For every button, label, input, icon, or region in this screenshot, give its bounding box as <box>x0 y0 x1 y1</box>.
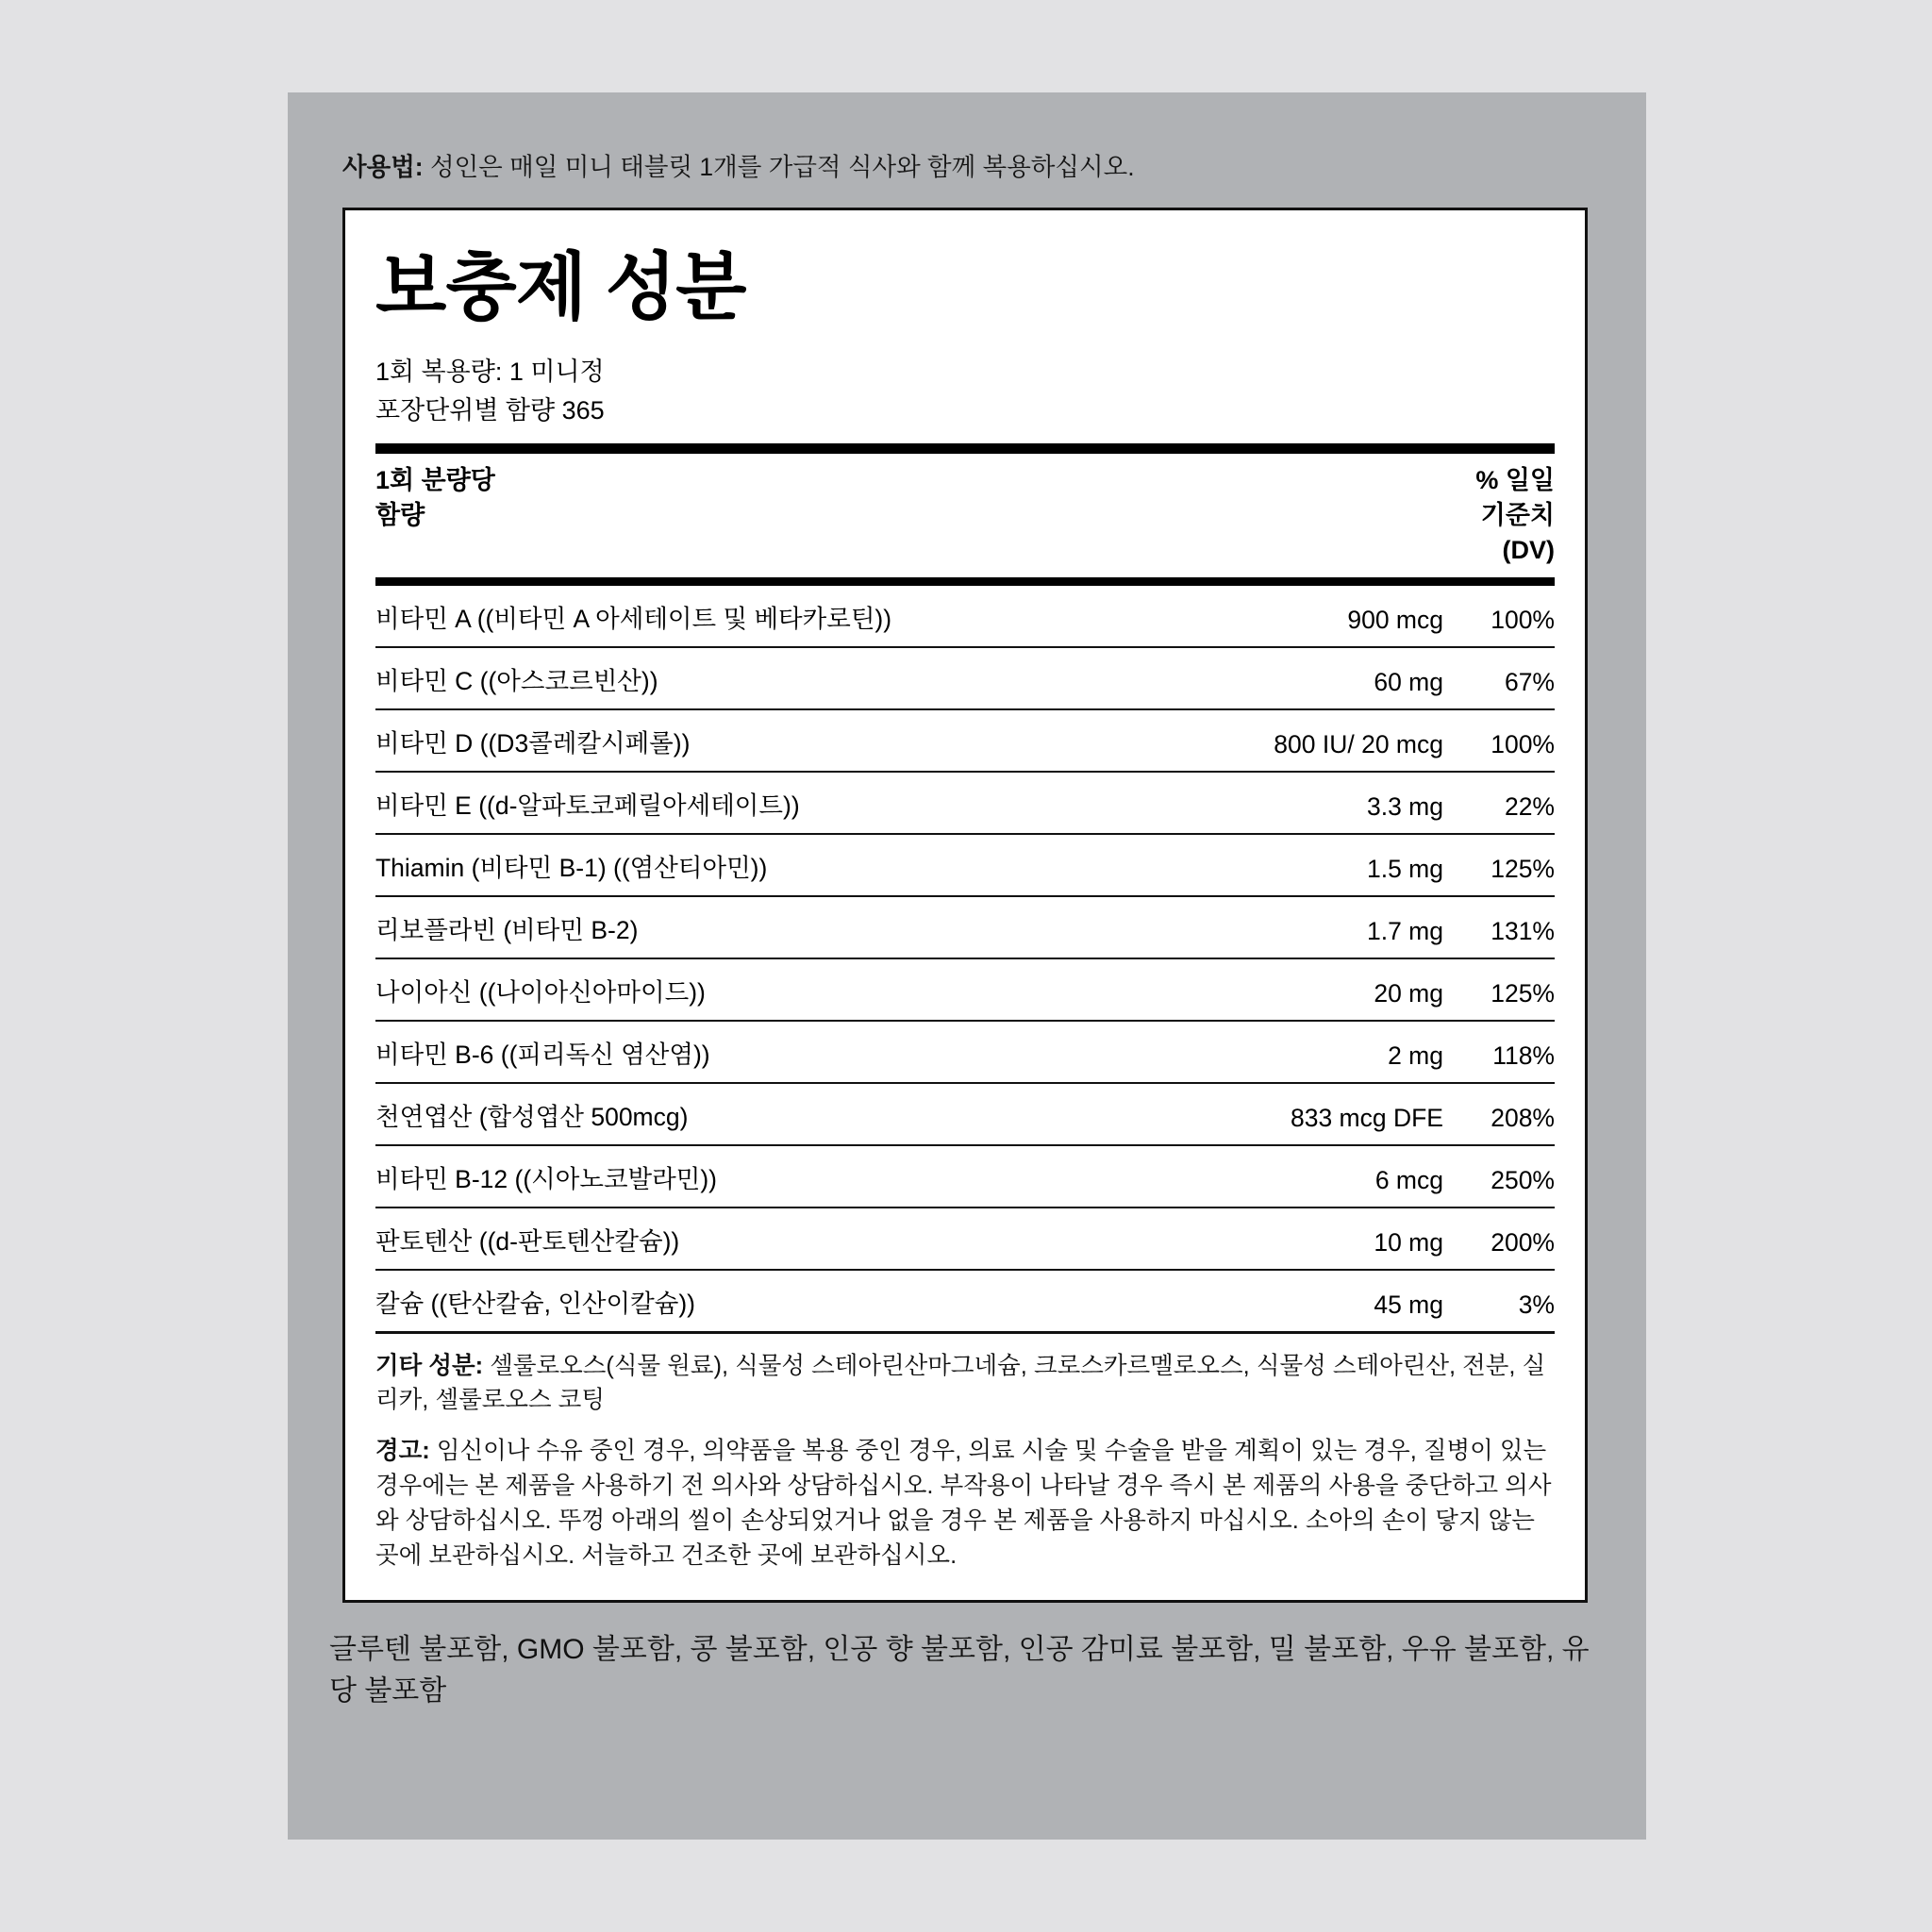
nutrient-daily-value: 131% <box>1443 896 1555 958</box>
table-row <box>375 1083 1555 1145</box>
table-row <box>375 772 1555 834</box>
nutrient-amount: 45 mg <box>1374 1290 1443 1319</box>
directions-body: 성인은 매일 미니 태블릿 1개를 가급적 식사와 함께 복용하십시오. <box>423 153 1135 181</box>
dv-header-line3: (DV) <box>1502 535 1555 564</box>
dv-header-line2: 기준치 <box>1480 501 1555 530</box>
directions-label: 사용법: <box>342 153 424 181</box>
warning-text <box>375 1417 1555 1579</box>
nutrient-daily-value: 125% <box>1443 834 1555 896</box>
table-row <box>375 647 1555 709</box>
table-row <box>375 1208 1555 1270</box>
nutrient-name: 비타민 A ((비타민 A 아세테이트 및 베타카로틴)) <box>375 586 1179 647</box>
nutrient-name: 판토텐산 ((d-판토텐산칼슘)) <box>375 1208 1179 1270</box>
supplement-facts-box <box>342 208 1588 1603</box>
nutrient-daily-value: 100% <box>1443 709 1555 772</box>
table-row <box>375 1270 1555 1331</box>
nutrient-table <box>375 586 1555 1331</box>
daily-value-header <box>1475 463 1555 567</box>
supplement-facts-title: 보충제 성분 <box>375 245 746 328</box>
table-row <box>375 709 1555 772</box>
table-row <box>375 834 1555 896</box>
nutrient-amount: 900 mcg <box>1179 586 1443 647</box>
nutrient-amount: 833 mcg DFE <box>1179 1083 1443 1145</box>
amount-header-line1: 1회 분량당 <box>375 466 495 495</box>
serving-size: 1회 복용량: 1 미니정 <box>375 358 605 387</box>
nutrient-amount: 10 mg <box>1179 1208 1443 1270</box>
nutrient-daily-value: 100% <box>1443 586 1555 647</box>
table-row <box>375 958 1555 1021</box>
nutrient-name: 비타민 C ((아스코르빈산)) <box>375 647 1179 709</box>
nutrient-daily-value: 3% <box>1518 1290 1555 1319</box>
directions-text <box>342 151 1597 185</box>
nutrient-daily-value: 118% <box>1443 1021 1555 1083</box>
free-of-claims: 글루텐 불포함, GMO 불포함, 콩 불포함, 인공 향 불포함, 인공 감미료 불포함, 밀 불포함, 우유 불포함, 유당 불포함 <box>329 1634 1590 1707</box>
amount-header-line2: 함량 <box>375 501 425 530</box>
nutrient-amount: 3.3 mg <box>1179 772 1443 834</box>
nutrient-name: 비타민 B-12 ((시아노코발라민)) <box>375 1145 1179 1208</box>
nutrient-daily-value: 125% <box>1443 958 1555 1021</box>
nutrient-daily-value: 200% <box>1443 1208 1555 1270</box>
nutrient-daily-value: 208% <box>1443 1083 1555 1145</box>
nutrient-amount: 20 mg <box>1179 958 1443 1021</box>
other-ingredients-label: 기타 성분: <box>375 1352 484 1379</box>
table-row <box>375 896 1555 958</box>
nutrient-name: 천연엽산 (합성엽산 500mcg) <box>375 1083 1179 1145</box>
nutrient-amount: 6 mcg <box>1179 1145 1443 1208</box>
other-ingredients-text: 셀룰로오스(식물 원료), 식물성 스테아린산마그네슘, 크로스카르멜로오스, 식물성 스테아린산, 전분, 실리카, 셀룰로오스 코팅 <box>375 1352 1546 1413</box>
divider-thick-top <box>375 443 1555 454</box>
servings-per-container: 포장단위별 함량 365 <box>375 396 605 425</box>
divider-thick-header <box>375 577 1555 586</box>
dv-header-line1: % 일일 <box>1475 466 1555 495</box>
nutrient-amount: 1.5 mg <box>1179 834 1443 896</box>
warning-body: 임신이나 수유 중인 경우, 의약품을 복용 중인 경우, 의료 시술 및 수술을 받을 계획이 있는 경우, 질병이 있는 경우에는 본 제품을 사용하기 전 의사와 상담하십시오. 부작용이 나타날 경우 즉시 본 제품의 사용을 중단하고 의사와 상담하십시오. 뚜껑 아래의 씰이 손상되었거나 없을 경우 본 제품을 사용하지 마십시오. 소아의 손이 닿지 않는 곳에 보관하십시오. 서늘하고 건조한 곳에 보관하십시오. <box>375 1437 1552 1569</box>
warning-label: 경고: <box>375 1437 430 1464</box>
nutrient-name: 비타민 D ((D3콜레칼시페롤)) <box>375 709 1179 772</box>
nutrient-amount: 2 mg <box>1179 1021 1443 1083</box>
table-row <box>375 1021 1555 1083</box>
nutrient-name: 칼슘 ((탄산칼슘, 인산이칼슘)) <box>375 1289 695 1318</box>
table-header <box>375 454 1555 573</box>
nutrient-daily-value: 250% <box>1443 1145 1555 1208</box>
nutrient-amount: 1.7 mg <box>1179 896 1443 958</box>
nutrient-amount: 800 IU/ 20 mcg <box>1179 709 1443 772</box>
nutrient-name: 비타민 E ((d-알파토코페릴아세테이트)) <box>375 772 1179 834</box>
amount-per-serving-header <box>375 463 495 532</box>
table-row <box>375 586 1555 647</box>
nutrient-daily-value: 22% <box>1443 772 1555 834</box>
label-panel <box>288 92 1646 1840</box>
nutrient-amount: 60 mg <box>1179 647 1443 709</box>
nutrient-name: 리보플라빈 (비타민 B-2) <box>375 896 1179 958</box>
nutrient-name: 나이아신 ((나이아신아마이드)) <box>375 958 1179 1021</box>
table-row <box>375 1145 1555 1208</box>
other-ingredients <box>375 1334 1555 1417</box>
nutrient-name: 비타민 B-6 ((피리독신 염산염)) <box>375 1021 1179 1083</box>
nutrient-name: Thiamin (비타민 B-1) ((염산티아민)) <box>375 834 1179 896</box>
nutrient-daily-value: 67% <box>1443 647 1555 709</box>
